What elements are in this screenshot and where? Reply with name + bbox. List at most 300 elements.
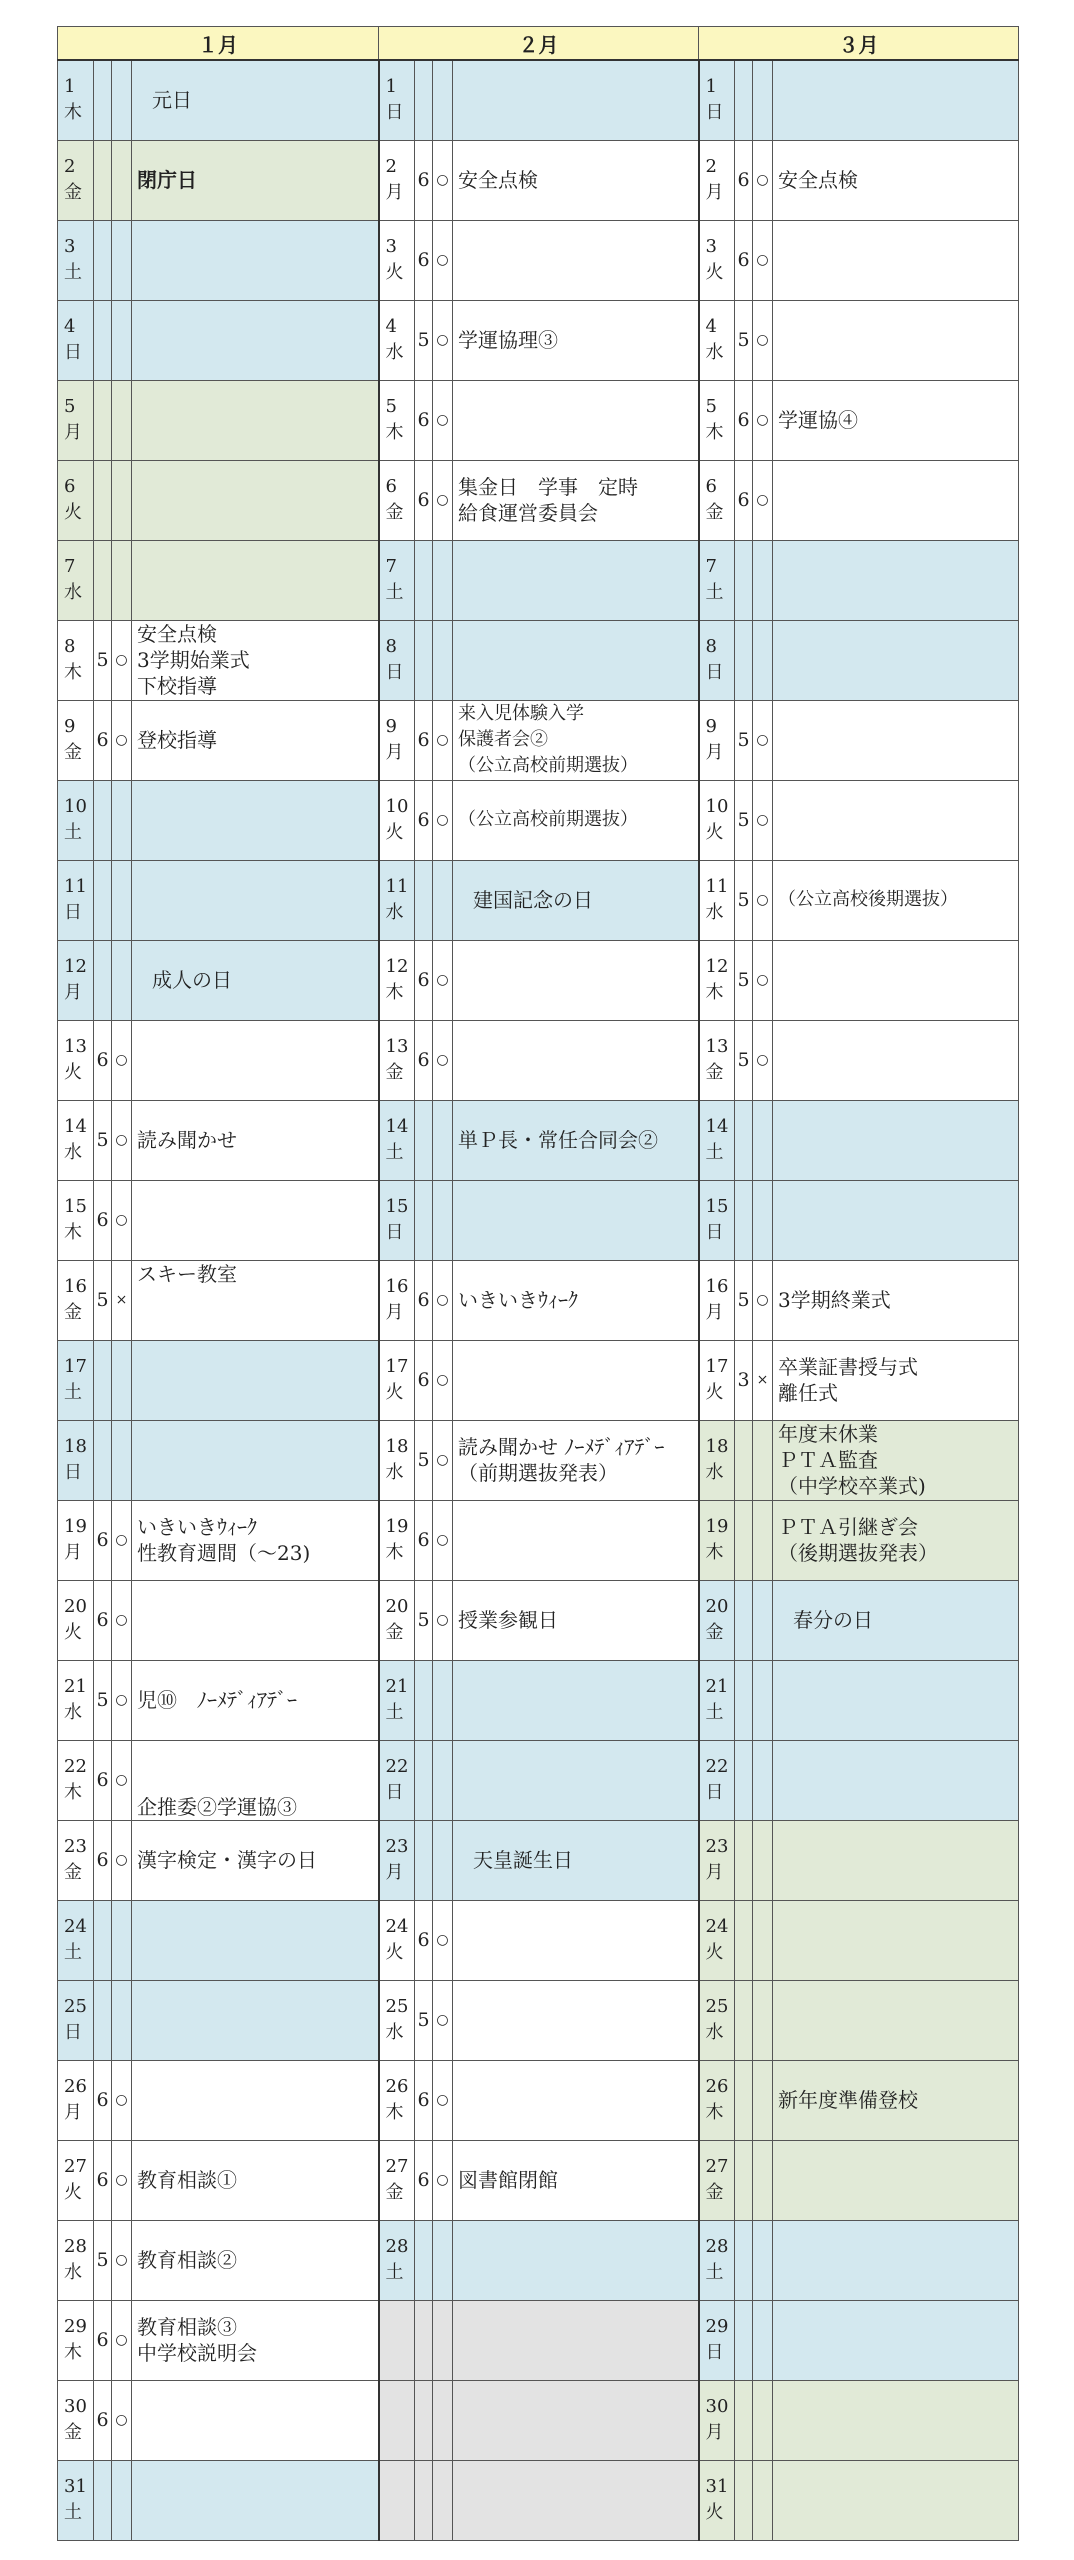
day-number: 17 <box>705 1356 729 1377</box>
feb-event-text: （公立高校前期選抜） <box>453 780 699 860</box>
lunch-mark <box>433 1820 453 1900</box>
lunch-mark: ○ <box>433 1580 453 1660</box>
jan-event-text: 安全点検 3学期始業式 下校指導 <box>132 620 379 700</box>
lunch-mark <box>433 60 453 140</box>
period-count <box>735 1180 753 1260</box>
mar-event-text <box>773 620 1019 700</box>
day-number: 21 <box>705 1676 729 1697</box>
period-count <box>94 2460 112 2540</box>
jan-day-cell <box>58 940 94 1020</box>
period-count: 6 <box>94 2300 112 2380</box>
feb-event-text <box>453 940 699 1020</box>
lunch-mark <box>112 1420 132 1500</box>
lunch-mark <box>753 1820 773 1900</box>
day-number: 30 <box>64 2396 87 2417</box>
feb-day-cell <box>379 1340 415 1420</box>
lunch-mark <box>753 60 773 140</box>
period-count <box>415 2380 433 2460</box>
weekday-label: 木 <box>64 1782 82 1803</box>
jan-day-cell <box>58 1340 94 1420</box>
day-number: 6 <box>64 476 76 497</box>
mar-day-cell <box>699 60 735 140</box>
lunch-mark <box>753 2380 773 2460</box>
day-number: 30 <box>705 2396 729 2417</box>
weekday-label: 土 <box>64 1942 82 1963</box>
day-number: 14 <box>385 1116 409 1137</box>
day-number: 20 <box>64 1596 87 1617</box>
mar-day-cell <box>699 1900 735 1980</box>
weekday-label: 土 <box>385 582 404 603</box>
period-count: 5 <box>94 2220 112 2300</box>
calendar-row <box>58 1500 1019 1580</box>
day-number: 1 <box>64 76 76 98</box>
day-number: 6 <box>705 476 717 497</box>
period-count: 5 <box>415 1580 433 1660</box>
calendar-row <box>58 460 1019 540</box>
lunch-mark: ○ <box>433 220 453 300</box>
weekday-label: 火 <box>705 262 724 283</box>
day-number: 31 <box>705 2476 729 2497</box>
mar-day-cell <box>699 700 735 780</box>
lunch-mark <box>433 2300 453 2380</box>
lunch-mark <box>433 2380 453 2460</box>
mar-event-text: 新年度準備登校 <box>773 2060 1019 2140</box>
day-number: 4 <box>385 316 397 337</box>
mar-day-cell <box>699 1180 735 1260</box>
day-number: 28 <box>385 2236 409 2257</box>
period-count <box>735 1100 753 1180</box>
lunch-mark <box>112 540 132 620</box>
day-number: 22 <box>64 1756 87 1777</box>
weekday-label: 木 <box>64 2342 82 2363</box>
day-number: 21 <box>64 1676 87 1697</box>
weekday-label: 金 <box>385 1622 404 1643</box>
day-number: 12 <box>705 956 729 977</box>
lunch-mark <box>112 780 132 860</box>
day-number: 17 <box>385 1356 409 1377</box>
weekday-label: 金 <box>705 1622 724 1643</box>
feb-day-cell <box>379 1020 415 1100</box>
lunch-mark: ○ <box>112 1660 132 1740</box>
weekday-label: 水 <box>385 1462 404 1483</box>
period-count: 6 <box>735 380 753 460</box>
feb-event-text: 単Ｐ長・常任合同会② <box>453 1100 699 1180</box>
jan-day-cell <box>58 860 94 940</box>
period-count: 6 <box>415 700 433 780</box>
calendar-table <box>57 26 1019 2541</box>
day-number: 19 <box>705 1516 729 1537</box>
day-number: 14 <box>64 1116 87 1137</box>
lunch-mark: ○ <box>112 2380 132 2460</box>
mar-event-text <box>773 2460 1019 2540</box>
weekday-label: 木 <box>705 982 724 1003</box>
mar-day-cell <box>699 1500 735 1580</box>
lunch-mark <box>112 2460 132 2540</box>
jan-event-text: 教育相談① <box>132 2140 379 2220</box>
lunch-mark: ○ <box>433 460 453 540</box>
weekday-label: 火 <box>705 1942 724 1963</box>
mar-day-cell <box>699 1580 735 1660</box>
weekday-label: 火 <box>705 1382 724 1403</box>
weekday-label: 日 <box>385 1222 404 1243</box>
feb-day-cell <box>379 1980 415 2060</box>
day-number: 28 <box>705 2236 729 2257</box>
day-number: 22 <box>385 1756 409 1777</box>
feb-day-cell <box>379 1580 415 1660</box>
period-count <box>415 2460 433 2540</box>
feb-event-text: 建国記念の日 <box>453 860 699 940</box>
weekday-label: 月 <box>385 742 404 763</box>
feb-event-text <box>453 220 699 300</box>
mar-day-cell <box>699 2300 735 2380</box>
weekday-label: 土 <box>64 262 82 283</box>
feb-day-cell <box>379 1740 415 1820</box>
period-count: 5 <box>735 1020 753 1100</box>
jan-day-cell <box>58 1660 94 1740</box>
jan-day-cell <box>58 1900 94 1980</box>
lunch-mark: ○ <box>112 1100 132 1180</box>
day-number: 8 <box>64 636 76 657</box>
jan-day-cell <box>58 220 94 300</box>
day-number: 12 <box>385 956 409 977</box>
jan-event-text: スキー教室 <box>132 1260 379 1340</box>
period-count: 5 <box>735 700 753 780</box>
weekday-label: 月 <box>64 1542 82 1563</box>
calendar-row <box>58 700 1019 780</box>
jan-event-text <box>132 1180 379 1260</box>
period-count: 6 <box>415 1020 433 1100</box>
jan-day-cell <box>58 620 94 700</box>
mar-day-cell <box>699 860 735 940</box>
jan-event-text: 閉庁日 <box>132 140 379 220</box>
weekday-label: 水 <box>705 1462 724 1483</box>
calendar-row <box>58 220 1019 300</box>
mar-event-text: 学運協④ <box>773 380 1019 460</box>
mar-event-text: 安全点検 <box>773 140 1019 220</box>
period-count: 5 <box>735 940 753 1020</box>
day-number: 16 <box>385 1276 409 1297</box>
day-number: 26 <box>64 2076 87 2097</box>
lunch-mark <box>753 1900 773 1980</box>
lunch-mark: ○ <box>433 380 453 460</box>
jan-event-text <box>132 300 379 380</box>
lunch-mark <box>753 1580 773 1660</box>
period-count <box>94 60 112 140</box>
feb-day-cell <box>379 1420 415 1500</box>
weekday-label: 日 <box>64 1462 82 1483</box>
lunch-mark: ○ <box>112 1500 132 1580</box>
day-number: 15 <box>385 1196 409 1217</box>
mar-event-text <box>773 1820 1019 1900</box>
day-number: 7 <box>385 556 397 577</box>
jan-day-cell <box>58 780 94 860</box>
period-count <box>94 1420 112 1500</box>
feb-day-cell <box>379 220 415 300</box>
lunch-mark <box>112 60 132 140</box>
weekday-label: 水 <box>705 902 724 923</box>
weekday-label: 月 <box>64 422 82 443</box>
weekday-label: 木 <box>385 1542 404 1563</box>
jan-day-cell <box>58 1180 94 1260</box>
mar-day-cell <box>699 1660 735 1740</box>
day-number: 24 <box>385 1916 409 1937</box>
day-number: 5 <box>64 396 76 417</box>
jan-day-cell <box>58 1500 94 1580</box>
weekday-label: 日 <box>385 102 404 124</box>
lunch-mark: ○ <box>753 380 773 460</box>
calendar-row <box>58 2380 1019 2460</box>
mar-day-cell <box>699 380 735 460</box>
jan-day-cell <box>58 540 94 620</box>
jan-day-cell <box>58 700 94 780</box>
period-count: 6 <box>735 460 753 540</box>
period-count: 5 <box>94 1100 112 1180</box>
day-number: 3 <box>705 236 717 257</box>
weekday-label: 金 <box>385 2182 404 2203</box>
lunch-mark: ○ <box>433 1980 453 2060</box>
lunch-mark: ○ <box>112 2300 132 2380</box>
jan-day-cell <box>58 2140 94 2220</box>
weekday-label: 水 <box>64 1142 82 1163</box>
lunch-mark: ○ <box>753 1260 773 1340</box>
period-count <box>735 2460 753 2540</box>
weekday-label: 金 <box>385 1062 404 1083</box>
period-count <box>735 60 753 140</box>
period-count: 6 <box>94 1580 112 1660</box>
mar-event-text <box>773 1900 1019 1980</box>
calendar-row <box>58 1260 1019 1340</box>
calendar-row <box>58 2300 1019 2380</box>
calendar-row <box>58 1900 1019 1980</box>
lunch-mark <box>433 540 453 620</box>
feb-event-text <box>453 1500 699 1580</box>
period-count: 3 <box>735 1340 753 1420</box>
period-count <box>415 860 433 940</box>
calendar-row <box>58 1180 1019 1260</box>
weekday-label: 土 <box>64 1382 82 1403</box>
lunch-mark: ○ <box>433 140 453 220</box>
day-number: 22 <box>705 1756 729 1777</box>
mar-event-text <box>773 1180 1019 1260</box>
feb-event-text <box>453 2380 699 2460</box>
lunch-mark <box>753 1100 773 1180</box>
calendar-row <box>58 1980 1019 2060</box>
period-count <box>94 940 112 1020</box>
weekday-label: 火 <box>705 2502 724 2523</box>
weekday-label: 月 <box>64 982 82 1003</box>
jan-day-cell <box>58 1580 94 1660</box>
period-count <box>415 540 433 620</box>
day-number: 11 <box>385 876 409 897</box>
feb-event-text <box>453 60 699 140</box>
weekday-label: 日 <box>705 2342 724 2363</box>
lunch-mark: ○ <box>112 1180 132 1260</box>
feb-day-cell <box>379 2380 415 2460</box>
lunch-mark <box>112 940 132 1020</box>
day-number: 25 <box>64 1996 87 2017</box>
lunch-mark: ○ <box>433 940 453 1020</box>
period-count: 6 <box>94 1500 112 1580</box>
period-count <box>735 2140 753 2220</box>
feb-event-text: 読み聞かせ ﾉｰﾒﾃﾞｨｱﾃﾞｰ （前期選抜発表） <box>453 1420 699 1500</box>
mar-event-text <box>773 1020 1019 1100</box>
day-number: 5 <box>385 396 397 417</box>
period-count: 6 <box>94 1740 112 1820</box>
lunch-mark <box>112 1980 132 2060</box>
mar-day-cell <box>699 1020 735 1100</box>
period-count: 6 <box>415 1340 433 1420</box>
lunch-mark <box>112 220 132 300</box>
feb-day-cell <box>379 1260 415 1340</box>
period-count <box>415 620 433 700</box>
period-count <box>735 620 753 700</box>
feb-day-cell <box>379 460 415 540</box>
day-number: 10 <box>705 796 729 817</box>
day-number: 13 <box>385 1036 409 1057</box>
weekday-label: 月 <box>64 2102 82 2123</box>
lunch-mark <box>753 1420 773 1500</box>
feb-event-text <box>453 540 699 620</box>
mar-day-cell <box>699 2380 735 2460</box>
mar-day-cell <box>699 220 735 300</box>
mar-day-cell <box>699 1740 735 1820</box>
period-count <box>735 1420 753 1500</box>
feb-event-text: 集金日 学事 定時 給食運営委員会 <box>453 460 699 540</box>
jan-event-text: 教育相談② <box>132 2220 379 2300</box>
day-number: 4 <box>64 316 76 337</box>
period-count <box>735 1820 753 1900</box>
mar-event-text: 年度末休業 ＰＴＡ監査 （中学校卒業式) <box>773 1420 1019 1500</box>
lunch-mark <box>112 140 132 220</box>
period-count <box>415 1820 433 1900</box>
lunch-mark: ○ <box>112 620 132 700</box>
weekday-label: 木 <box>705 422 724 443</box>
mar-event-text: （公立高校後期選抜） <box>773 860 1019 940</box>
feb-day-cell <box>379 2060 415 2140</box>
weekday-label: 月 <box>705 742 724 763</box>
day-number: 16 <box>64 1276 87 1297</box>
weekday-label: 火 <box>385 1382 404 1403</box>
jan-event-text <box>132 1580 379 1660</box>
mar-day-cell <box>699 940 735 1020</box>
day-number: 2 <box>64 156 76 177</box>
lunch-mark: ○ <box>753 460 773 540</box>
lunch-mark: ○ <box>433 1500 453 1580</box>
period-count: 5 <box>94 620 112 700</box>
period-count <box>735 1740 753 1820</box>
day-number: 11 <box>64 876 87 897</box>
period-count: 5 <box>94 1660 112 1740</box>
period-count <box>94 300 112 380</box>
calendar-row <box>58 1740 1019 1820</box>
weekday-label: 火 <box>385 822 404 843</box>
day-number: 29 <box>64 2316 87 2337</box>
feb-event-text <box>453 1180 699 1260</box>
calendar-row <box>58 1020 1019 1100</box>
period-count <box>94 860 112 940</box>
lunch-mark <box>433 2460 453 2540</box>
jan-event-text: 登校指導 <box>132 700 379 780</box>
weekday-label: 木 <box>64 102 82 124</box>
lunch-mark <box>753 1500 773 1580</box>
period-count: 5 <box>735 780 753 860</box>
calendar-row <box>58 300 1019 380</box>
lunch-mark: ○ <box>433 1260 453 1340</box>
lunch-mark: ○ <box>753 940 773 1020</box>
jan-event-text <box>132 1340 379 1420</box>
mar-day-cell <box>699 140 735 220</box>
mar-event-text: ＰＴＡ引継ぎ会 （後期選抜発表） <box>773 1500 1019 1580</box>
feb-event-text <box>453 2300 699 2380</box>
lunch-mark: ○ <box>112 1740 132 1820</box>
weekday-label: 木 <box>705 2102 724 2123</box>
calendar-row <box>58 2220 1019 2300</box>
mar-day-cell <box>699 620 735 700</box>
lunch-mark <box>433 1740 453 1820</box>
period-count: 6 <box>94 2380 112 2460</box>
lunch-mark: ○ <box>753 1020 773 1100</box>
day-number: 7 <box>705 556 717 577</box>
day-number: 24 <box>64 1916 87 1937</box>
day-number: 10 <box>385 796 409 817</box>
lunch-mark: ○ <box>753 140 773 220</box>
calendar-row <box>58 1340 1019 1420</box>
feb-day-cell <box>379 2460 415 2540</box>
jan-day-cell <box>58 1420 94 1500</box>
mar-day-cell <box>699 2060 735 2140</box>
day-number: 5 <box>705 396 717 417</box>
jan-event-text <box>132 2380 379 2460</box>
mar-day-cell <box>699 2460 735 2540</box>
weekday-label: 木 <box>385 422 404 443</box>
mar-event-text: 3学期終業式 <box>773 1260 1019 1340</box>
mar-event-text <box>773 2380 1019 2460</box>
jan-event-text: 漢字検定・漢字の日 <box>132 1820 379 1900</box>
lunch-mark: ○ <box>112 700 132 780</box>
weekday-label: 月 <box>385 1862 404 1883</box>
mar-day-cell <box>699 2220 735 2300</box>
day-number: 19 <box>385 1516 409 1537</box>
period-count <box>94 1340 112 1420</box>
feb-event-text: 授業参観日 <box>453 1580 699 1660</box>
lunch-mark <box>433 2220 453 2300</box>
calendar-row <box>58 1820 1019 1900</box>
period-count <box>735 540 753 620</box>
jan-event-text: 企推委②学運協③ <box>132 1740 379 1820</box>
jan-event-text <box>132 1420 379 1500</box>
feb-day-cell <box>379 60 415 140</box>
weekday-label: 木 <box>705 1542 724 1563</box>
period-count <box>735 1980 753 2060</box>
calendar-row <box>58 620 1019 700</box>
mar-event-text <box>773 940 1019 1020</box>
period-count <box>415 1740 433 1820</box>
jan-day-cell <box>58 2460 94 2540</box>
feb-event-text <box>453 380 699 460</box>
lunch-mark: ○ <box>433 1020 453 1100</box>
day-number: 9 <box>385 716 397 737</box>
lunch-mark: ○ <box>112 1820 132 1900</box>
lunch-mark <box>753 2220 773 2300</box>
day-number: 24 <box>705 1916 729 1937</box>
day-number: 23 <box>64 1836 87 1857</box>
calendar-row <box>58 140 1019 220</box>
lunch-mark <box>753 540 773 620</box>
period-count: 6 <box>94 2140 112 2220</box>
calendar-row <box>58 540 1019 620</box>
day-number: 8 <box>385 636 397 657</box>
month-header-march: ３月 <box>699 27 1019 61</box>
